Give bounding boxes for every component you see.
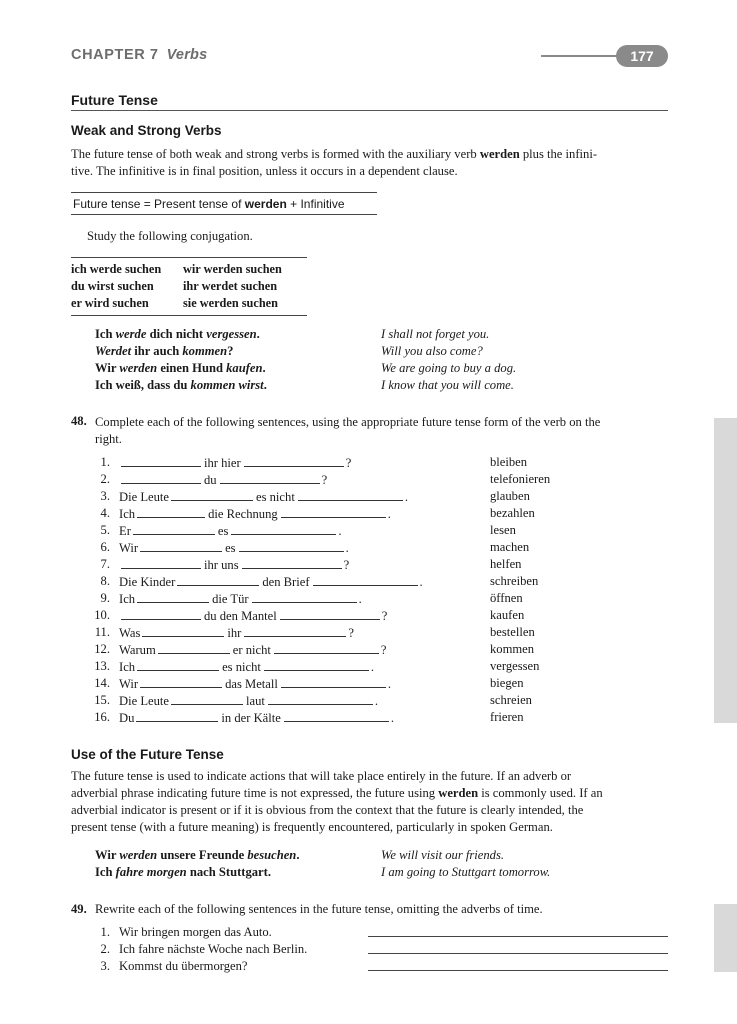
item-number: 1. [100, 925, 110, 939]
exercise-instruction: Complete each of the following sentences, using the appropriate future tense form of the verb on the right. [95, 415, 601, 446]
conjugation-sing: er wird suchen [71, 296, 149, 310]
conjugation-plur: wir werden suchen [183, 262, 282, 276]
use-future-paragraph: The future tense is used to indicate actions that will take place entirely in the future. If an adverb or adverbial phrase indicating future time is not expressed, the future using werden is commonly used. If an adverbial indicator is present or if it is obvious from the context that the future is clearly intended, the present tense (with a future meaning) is frequently encountered, particularly in spoken German. [71, 769, 603, 834]
sentence-part: Wir [119, 541, 139, 555]
exercise-instruction: Rewrite each of the following sentences in the future tense, omitting the adverbs of time. [95, 902, 543, 916]
sentence-part: Er [119, 524, 131, 538]
answer-blank[interactable] [244, 625, 346, 637]
answer-blank[interactable] [137, 506, 205, 518]
formula [73, 197, 345, 211]
answer-blank[interactable] [158, 642, 230, 654]
item-number: 7. [100, 557, 110, 571]
verb-hint: frieren [490, 710, 524, 724]
exercise-sentence [119, 574, 423, 590]
answer-blank[interactable] [142, 625, 224, 637]
answer-blank[interactable] [252, 591, 357, 603]
item-number: 14. [94, 676, 110, 690]
sentence-end: ? [380, 643, 387, 657]
item-number: 4. [100, 506, 110, 520]
answer-blank[interactable] [298, 489, 403, 501]
conjugation-rule-bottom [71, 315, 307, 316]
item-number: 1. [100, 455, 110, 469]
verb-hint: kaufen [490, 608, 525, 622]
exercise-sentence [119, 625, 354, 641]
sentence-part: in der Kälte [221, 711, 281, 725]
answer-line[interactable] [368, 936, 668, 937]
exercise-number: 48. [71, 414, 87, 428]
answer-blank[interactable] [244, 455, 344, 467]
formula-rule-bottom [71, 214, 377, 215]
item-number: 5. [100, 523, 110, 537]
item-number: 2. [100, 472, 110, 486]
item-number: 6. [100, 540, 110, 554]
answer-blank[interactable] [121, 455, 201, 467]
weak-strong-paragraph [71, 146, 669, 180]
exercise-sentence [119, 506, 391, 522]
sentence-part: Ich [119, 660, 136, 674]
sentence-part: Die Leute [119, 694, 169, 708]
verb-hint: lesen [490, 523, 516, 537]
answer-blank[interactable] [140, 676, 222, 688]
use-future-heading: Use of the Future Tense [71, 747, 224, 762]
sentence: Ich fahre nächste Woche nach Berlin. [119, 942, 308, 956]
exercise-sentence [119, 710, 394, 726]
verb-hint: öffnen [490, 591, 523, 605]
answer-blank[interactable] [220, 472, 320, 484]
item-number: 3. [100, 489, 110, 503]
sentence-part: Du [119, 711, 135, 725]
sentence-part: es nicht [222, 660, 261, 674]
sentence-end: . [345, 541, 349, 555]
item-number: 2. [100, 942, 110, 956]
page-number-badge: 177 [616, 45, 668, 67]
sentence-part: es [217, 524, 229, 538]
exercise-sentence [119, 540, 349, 556]
example-german: Ich fahre morgen nach Stuttgart. [95, 865, 271, 879]
formula-bold: werden [244, 197, 287, 211]
example-german: Wir werden einen Hund kaufen. [95, 361, 266, 375]
sentence-part: das Metall [225, 677, 278, 691]
example-english: I am going to Stuttgart tomorrow. [381, 865, 551, 879]
answer-blank[interactable] [274, 642, 379, 654]
answer-blank[interactable] [137, 591, 209, 603]
item-number: 10. [94, 608, 110, 622]
side-tab [714, 904, 737, 972]
sentence-end: . [358, 592, 362, 606]
example-english: We are going to buy a dog. [381, 361, 517, 375]
conjugation-rule-top [71, 257, 307, 258]
answer-blank[interactable] [171, 489, 253, 501]
exercise-sentence [119, 676, 391, 692]
answer-blank[interactable] [239, 540, 344, 552]
sentence-end: . [390, 711, 395, 725]
sentence-part: Was [119, 626, 141, 640]
section-title: Future Tense [71, 92, 158, 108]
sentence-part: du [204, 473, 217, 487]
verb-hint: schreiben [490, 574, 539, 588]
formula-text: Future tense = Present tense of [73, 197, 245, 211]
verb-hint: telefonieren [490, 472, 551, 486]
answer-blank[interactable] [280, 608, 380, 620]
conjugation-plur: sie werden suchen [183, 296, 278, 310]
item-number: 8. [100, 574, 110, 588]
conjugation-sing: ich werde suchen [71, 262, 162, 276]
sentence-part: ihr uns [204, 558, 239, 572]
para-text: The future tense of both weak and strong verbs is formed with the auxiliary verb [71, 147, 480, 161]
answer-blank[interactable] [137, 659, 219, 671]
item-number: 9. [100, 591, 110, 605]
answer-blank[interactable] [136, 710, 218, 722]
answer-blank[interactable] [313, 574, 418, 586]
answer-blank[interactable] [133, 523, 215, 535]
chapter-label: CHAPTER 7 [71, 47, 159, 63]
exercise-sentence [119, 693, 378, 709]
sentence-part: Wir [119, 677, 139, 691]
item-number: 3. [100, 959, 110, 973]
answer-blank[interactable] [177, 574, 259, 586]
sentence-part: Die Leute [119, 490, 169, 504]
sentence-end: . [387, 677, 392, 691]
exercise-sentence [119, 523, 342, 539]
sentence-end: . [404, 490, 408, 504]
answer-line[interactable] [368, 953, 668, 954]
sentence-part: laut [246, 694, 265, 708]
sentence-part: es [225, 541, 236, 555]
para-bold: werden [479, 147, 520, 161]
sentence-end: . [374, 694, 379, 708]
answer-blank[interactable] [231, 523, 336, 535]
answer-blank[interactable] [121, 472, 201, 484]
answer-blank[interactable] [281, 676, 386, 688]
sentence-end: . [370, 660, 375, 674]
verb-hint: schreien [490, 693, 532, 707]
conjugation-sing: du wirst suchen [71, 279, 154, 293]
answer-blank[interactable] [171, 693, 243, 705]
exercise-sentence [119, 557, 349, 573]
answer-blank[interactable] [264, 659, 369, 671]
verb-hint: bestellen [490, 625, 535, 639]
item-number: 16. [94, 710, 110, 724]
verb-hint: kommen [490, 642, 535, 656]
exercise-sentence [119, 659, 374, 675]
answer-blank[interactable] [284, 710, 389, 722]
example-english: We will visit our friends. [381, 848, 505, 862]
example-english: I know that you will come. [381, 378, 514, 392]
answer-blank[interactable] [242, 557, 342, 569]
example-german: Werdet ihr auch kommen? [95, 344, 234, 358]
sentence-part: du den Mantel [204, 609, 277, 623]
sentence-part: es nicht [256, 490, 295, 504]
sentence-part: Ich [119, 507, 136, 521]
exercise-sentence [119, 489, 408, 505]
sentence-part: Ich [119, 592, 136, 606]
exercise-sentence [119, 455, 351, 471]
formula-text: + Infinitive [286, 197, 345, 211]
example-english: Will you also come? [381, 344, 483, 358]
chapter-header [71, 47, 207, 63]
sentence: Wir bringen morgen das Auto. [119, 925, 272, 939]
example-english: I shall not forget you. [381, 327, 490, 341]
verb-hint: glauben [490, 489, 530, 503]
sentence-part: ihr [227, 626, 242, 640]
verb-hint: biegen [490, 676, 524, 690]
sentence-part: die Rechnung [208, 507, 278, 521]
formula-rule-top [71, 192, 377, 193]
answer-line[interactable] [368, 970, 668, 971]
item-number: 13. [94, 659, 110, 673]
sentence-part: er nicht [232, 643, 271, 657]
example-german: Ich werde dich nicht vergessen. [95, 327, 260, 341]
study-text: Study the following conjugation. [87, 229, 253, 243]
verb-hint: helfen [490, 557, 522, 571]
verb-hint: bezahlen [490, 506, 535, 520]
item-number: 15. [94, 693, 110, 707]
sentence-end: . [338, 524, 342, 538]
answer-blank[interactable] [121, 608, 201, 620]
weak-strong-heading: Weak and Strong Verbs [71, 123, 222, 138]
side-tab [714, 418, 737, 723]
para-text: tive. The infinitive is in final position, unless it occurs in a dependent clause. [71, 164, 458, 178]
sentence-end: ? [343, 558, 350, 572]
sentence-end: ? [345, 456, 352, 470]
conjugation-plur: ihr werdet suchen [183, 279, 278, 293]
exercise-number: 49. [71, 902, 87, 916]
exercise-sentence [119, 472, 327, 488]
chapter-title: Verbs [166, 47, 208, 63]
sentence-part: Warum [119, 643, 156, 657]
answer-blank[interactable] [281, 506, 386, 518]
item-number: 12. [94, 642, 110, 656]
verb-hint: vergessen [490, 659, 540, 673]
para-text: plus the infini- [519, 147, 598, 161]
sentence-part: Die Kinder [119, 575, 176, 589]
example-german: Ich weiß, dass du kommen wirst. [95, 378, 267, 392]
sentence-end: . [387, 507, 391, 521]
example-german: Wir werden unsere Freunde besuchen. [95, 848, 300, 862]
sentence-end: ? [321, 473, 328, 487]
verb-hint: machen [490, 540, 530, 554]
sentence-end: ? [381, 609, 388, 623]
exercise-sentence [119, 591, 362, 607]
answer-blank[interactable] [121, 557, 201, 569]
exercise-sentence [119, 642, 386, 658]
exercise-sentence [119, 608, 387, 624]
sentence-end: . [419, 575, 423, 589]
sentence-part: die Tür [212, 592, 249, 606]
answer-blank[interactable] [268, 693, 373, 705]
sentence-part: den Brief [262, 575, 310, 589]
answer-blank[interactable] [140, 540, 222, 552]
verb-hint: bleiben [490, 455, 528, 469]
section-rule [71, 110, 668, 111]
sentence: Kommst du übermorgen? [119, 959, 248, 973]
item-number: 11. [94, 625, 110, 639]
sentence-part: ihr hier [204, 456, 241, 470]
sentence-end: ? [348, 626, 354, 640]
